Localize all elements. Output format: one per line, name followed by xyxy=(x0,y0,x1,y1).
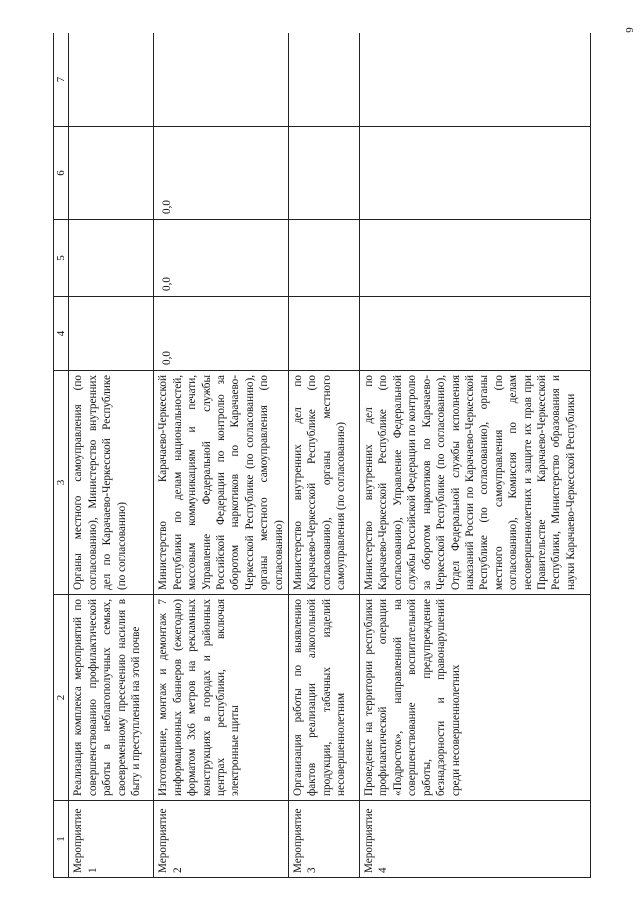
header-cell: 5 xyxy=(54,220,69,297)
header-cell: 2 xyxy=(54,595,69,801)
rotated-page-area xyxy=(53,33,637,878)
value-cell xyxy=(360,297,591,371)
program-measures-table xyxy=(53,33,591,878)
value-cell: 0,0 xyxy=(154,127,289,220)
table-row xyxy=(69,33,154,878)
value-cell xyxy=(360,127,591,220)
value-cell xyxy=(289,33,360,127)
header-cell: 1 xyxy=(54,801,69,878)
value-cell xyxy=(69,297,154,371)
value-cell xyxy=(289,297,360,371)
measure-executors: Министерство Карачаево-Черкесской Республики по делам национальностей, массовым коммуникациям и печати, Управление Федеральной службы Российской Федерации по контролю за оборотом наркотиков по Карачаево-Черкесской Республике (по согласованию), органы местного самоуправления (по согласованию) xyxy=(154,371,289,595)
table-header-row xyxy=(54,33,69,878)
value-cell xyxy=(289,220,360,297)
page-number: 6 xyxy=(622,27,635,33)
measure-name: Мероприятие 3 xyxy=(289,801,360,878)
header-cell: 7 xyxy=(54,33,69,127)
measure-executors: Органы местного самоуправления (по согласованию), Министерство внутренних дел по Карачаево-Черкесской Республике (по согласованию) xyxy=(69,371,154,595)
value-cell xyxy=(69,127,154,220)
value-cell xyxy=(360,33,591,127)
value-cell xyxy=(69,33,154,127)
measure-name: Мероприятие 1 xyxy=(69,801,154,878)
table-row xyxy=(360,33,591,878)
measure-description: Реализация комплекса мероприятий по совершенствованию профилактической работы в неблагополучных семьях, своевременному пресечению насилия в быту и преступлений на этой почве xyxy=(69,595,154,801)
measure-executors: Министерство внутренних дел по Карачаево-Черкесской Республике (по согласованию), Управление Федеральной службы Российской Федерации по контролю за оборотом наркотиков по Карачаево-Черкесской Республике (по согласованию), Отдел Федеральной службы исполнения наказаний России по Карачаево-Черкесской Республике (по согласованию), органы местного самоуправления (по согласованию), Комиссия по делам несовершеннолетних и защите их прав при Правительстве Карачаево-Черкесской Республики, Министерство образования и науки Карачаево-Черкесской Республики xyxy=(360,371,591,595)
header-cell: 6 xyxy=(54,127,69,220)
measure-name: Мероприятие 4 xyxy=(360,801,591,878)
value-cell xyxy=(360,220,591,297)
value-cell: 0,0 xyxy=(154,220,289,297)
table-row xyxy=(289,33,360,878)
measure-executors: Министерство внутренних дел по Карачаево-Черкесской Республике (по согласованию), органы местного самоуправления (по согласованию) xyxy=(289,371,360,595)
header-cell: 3 xyxy=(54,371,69,595)
value-cell xyxy=(69,220,154,297)
value-cell xyxy=(289,127,360,220)
measure-description: Изготовление, монтаж и демонтаж 7 информационных баннеров (ежегодно) форматом 3х6 метров на рекламных конструкциях в городах и районных центрах республики, включая электронные щиты xyxy=(154,595,289,801)
header-cell: 4 xyxy=(54,297,69,371)
measure-description: Организация работы по выявлению фактов реализации алкогольной продукции, табачных изделий несовершеннолетним xyxy=(289,595,360,801)
measure-description: Проведение на территории республики профилактической операции «Подросток», направленной на совершенствование воспитательной работы, предупреждение безнадзорности и правонарушений среди несовершеннолетних xyxy=(360,595,591,801)
value-cell xyxy=(154,33,289,127)
table-row xyxy=(154,33,289,878)
landscape-sheet xyxy=(53,33,637,878)
measure-name: Мероприятие 2 xyxy=(154,801,289,878)
value-cell: 0,0 xyxy=(154,297,289,371)
